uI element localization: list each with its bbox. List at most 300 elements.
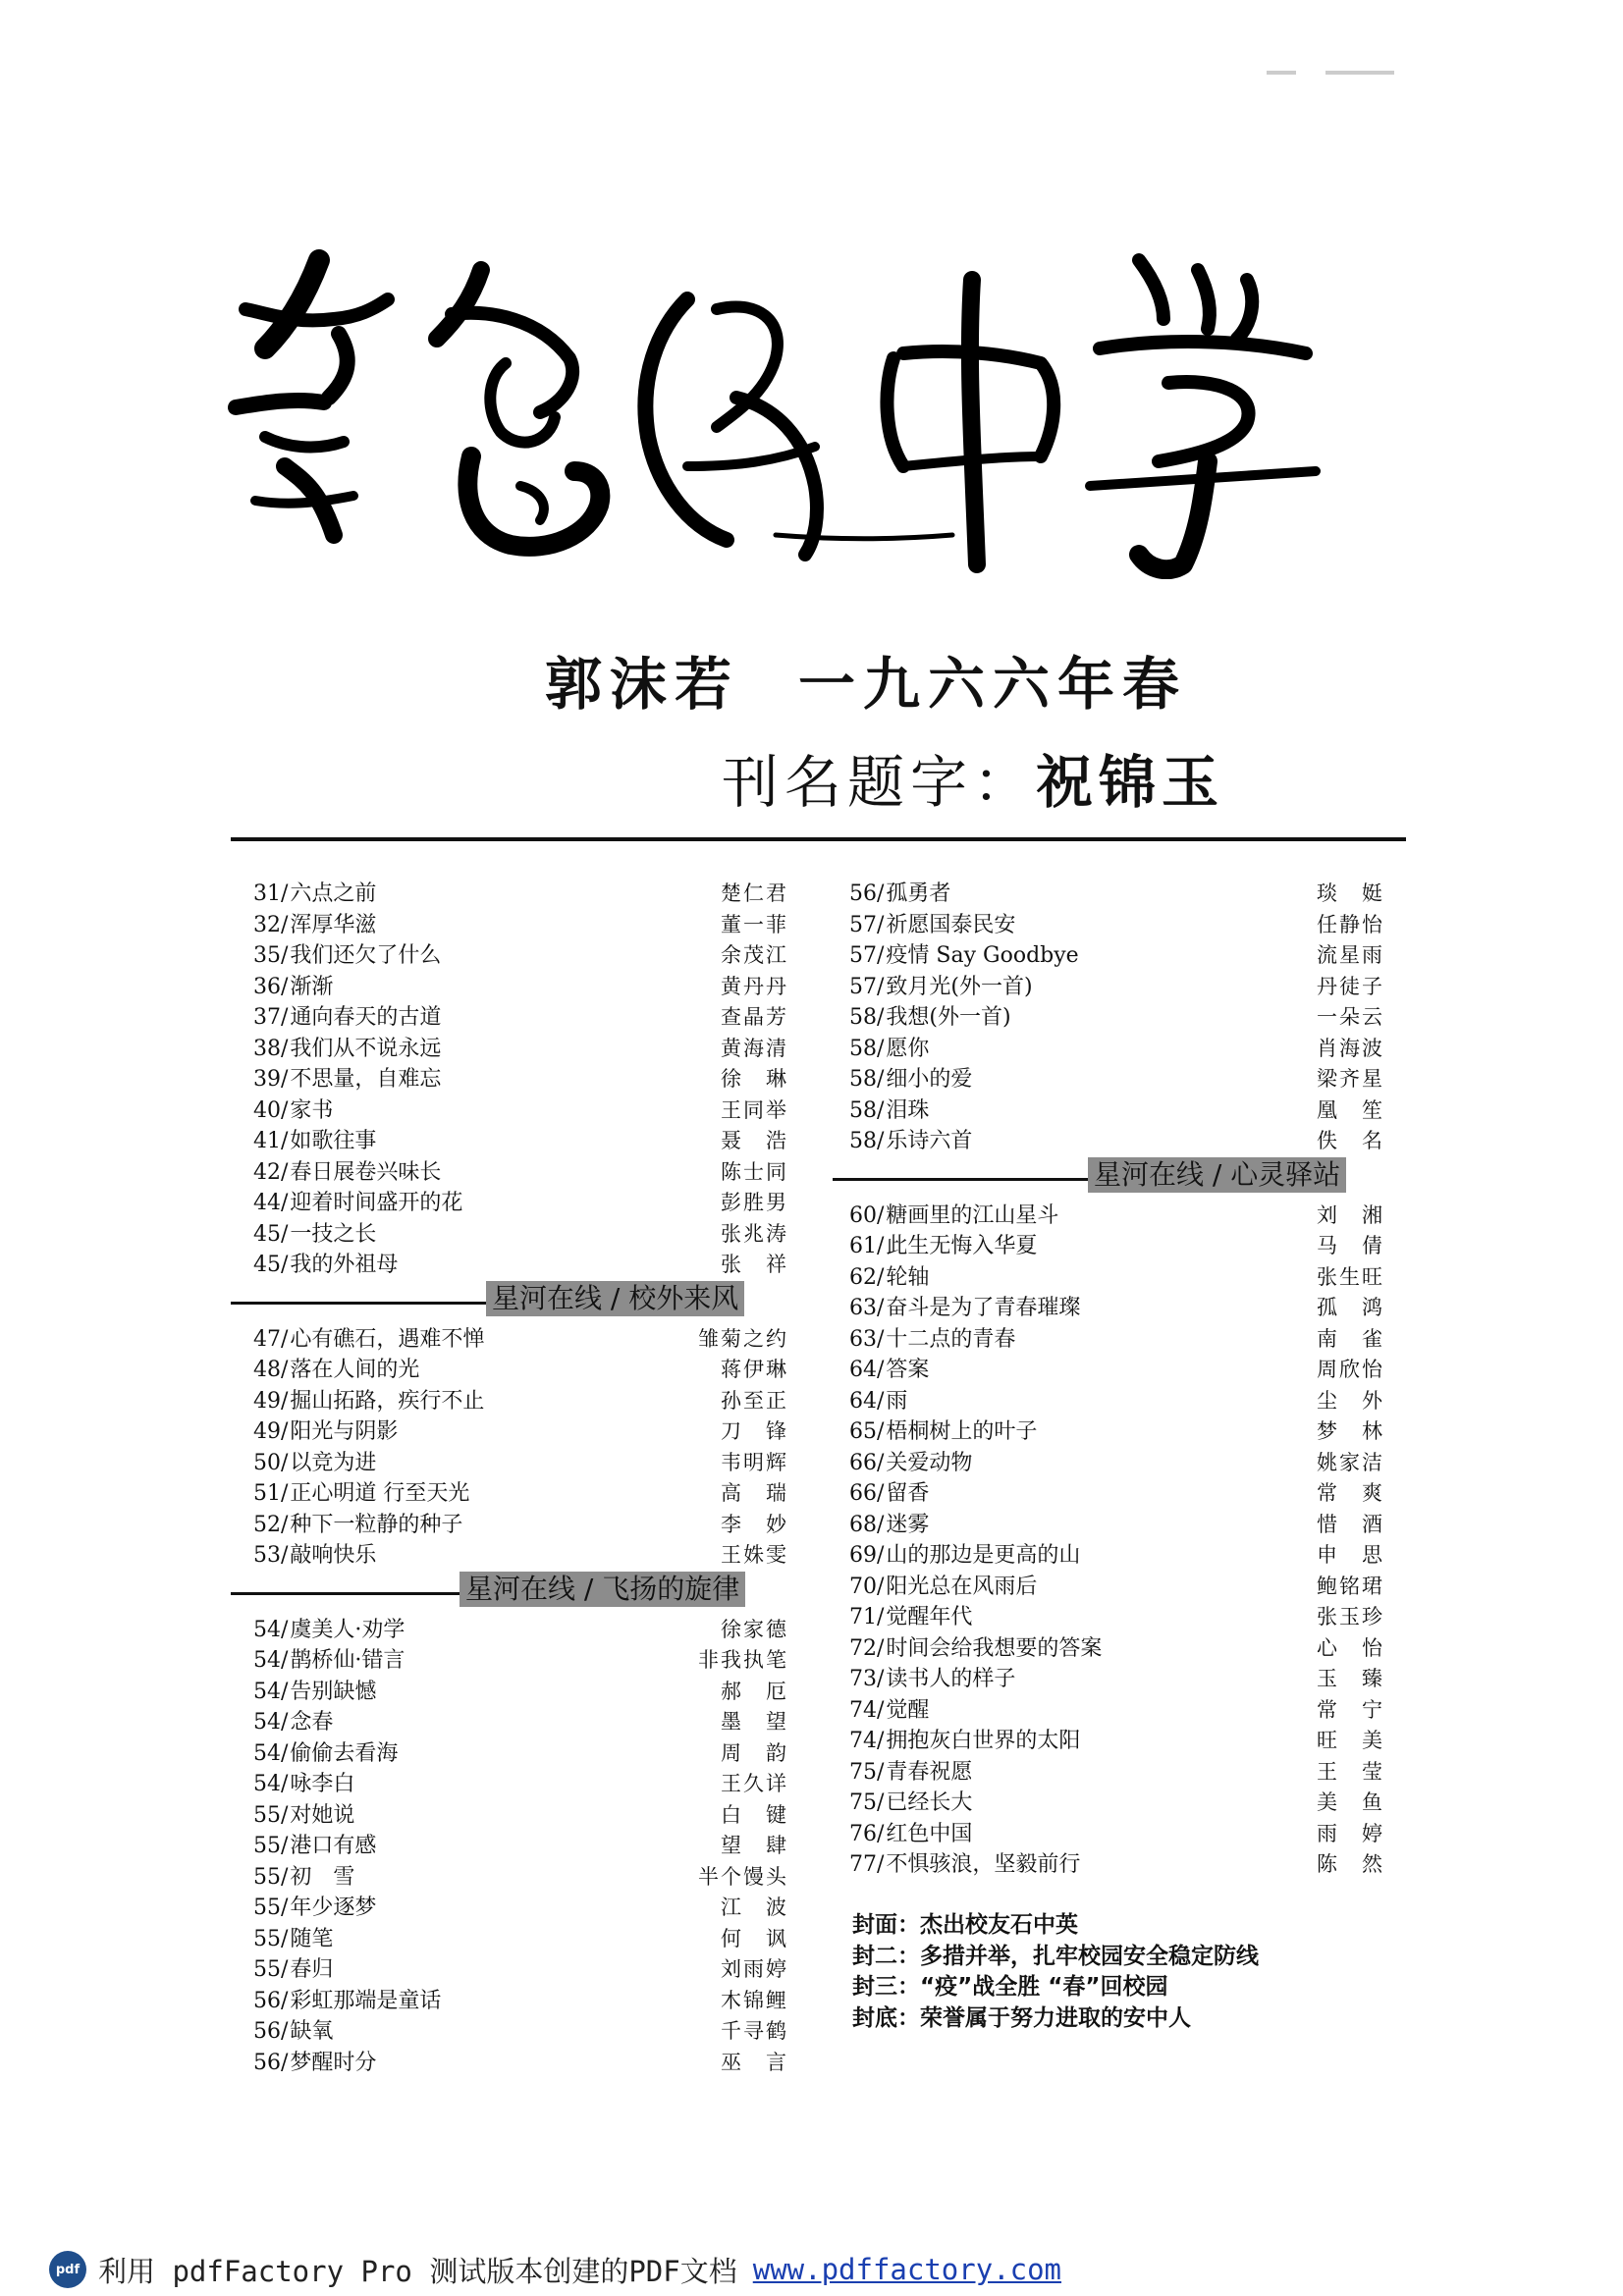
toc-entry-title — [253, 1538, 376, 1569]
toc-entry — [849, 1508, 1384, 1539]
toc-entry-title — [253, 938, 441, 969]
toc-entry-title — [849, 1000, 1011, 1031]
toc-page-number: 45/ — [253, 1221, 289, 1247]
toc-entry-title — [849, 1693, 929, 1724]
toc-entry — [253, 1248, 788, 1279]
toc-entry-title — [849, 938, 1079, 969]
toc-page-number: 39/ — [253, 1067, 289, 1092]
toc-title-text: 鹊桥仙·错言 — [290, 1648, 406, 1673]
toc-entry-title — [849, 1446, 972, 1476]
toc-entry — [849, 1229, 1384, 1260]
toc-entry-title — [849, 1229, 1037, 1259]
toc-entry — [849, 1032, 1384, 1063]
toc-entry-author: 彭胜男 — [721, 1191, 788, 1214]
toc-page-number: 49/ — [253, 1388, 289, 1414]
toc-entry-author: 韦明辉 — [721, 1450, 788, 1474]
toc-entry-author: 梁齐星 — [1317, 1067, 1384, 1091]
toc-title-text: 我们还欠了什么 — [290, 943, 442, 968]
toc-entry — [253, 1952, 788, 1984]
toc-title-text: 奋斗是为了青春璀璨 — [886, 1296, 1081, 1320]
toc-entry — [253, 1186, 788, 1217]
toc-entry-title — [253, 1736, 398, 1767]
toc-title-text: 山的那边是更高的山 — [886, 1543, 1081, 1568]
toc-entry — [849, 908, 1384, 939]
toc-page-number: 62/ — [849, 1264, 885, 1290]
toc-title-text: 通向春天的古道 — [290, 1005, 442, 1030]
toc-entry-author: 高 瑞 — [721, 1481, 788, 1505]
toc-title-text: 拥抱灰白世界的太阳 — [886, 1729, 1081, 1753]
toc-entry — [849, 1693, 1384, 1725]
toc-entry-author: 任静怡 — [1317, 912, 1384, 936]
section-rule — [833, 1178, 1093, 1181]
toc-page-number: 41/ — [253, 1129, 289, 1153]
toc-page-number: 54/ — [253, 1617, 289, 1642]
toc-page-number: 37/ — [253, 1005, 289, 1030]
toc-title-text: 缺氧 — [290, 2019, 334, 2044]
toc-entry-title — [253, 1094, 333, 1124]
toc-entry — [849, 1538, 1384, 1570]
toc-entry-author: 徐 琳 — [721, 1067, 788, 1091]
toc-entry-author: 蒋伊琳 — [721, 1358, 788, 1381]
toc-title-text: 时间会给我想要的答案 — [886, 1635, 1103, 1661]
toc-title-text: 十二点的青春 — [886, 1326, 1016, 1352]
toc-page-number: 55/ — [253, 1896, 289, 1920]
toc-entry-title — [253, 1248, 398, 1278]
toc-entry — [253, 1922, 788, 1953]
toc-page-number: 54/ — [253, 1740, 289, 1766]
toc-entry — [253, 1891, 788, 1922]
toc-entry — [253, 1446, 788, 1477]
toc-page-number: 36/ — [253, 974, 289, 999]
calligraphy-credit — [545, 638, 1187, 721]
toc-entry-author: 徐家德 — [721, 1617, 788, 1641]
toc-entry — [849, 1000, 1384, 1032]
scan-mark — [1325, 71, 1394, 75]
toc-entry-author: 王姝雯 — [721, 1543, 788, 1567]
toc-entry-author: 肖海波 — [1317, 1036, 1384, 1060]
toc-title-text: 彩虹那端是童话 — [290, 1988, 442, 2013]
toc-entry — [849, 1322, 1384, 1354]
toc-entry-author: 黄丹丹 — [721, 974, 788, 998]
toc-page-number: 54/ — [253, 1772, 289, 1796]
masthead-calligraphy — [226, 240, 1325, 579]
toc-entry-title — [253, 1675, 376, 1705]
toc-entry-author: 周 韵 — [721, 1740, 788, 1765]
toc-entry-author: 郝 厄 — [721, 1679, 788, 1703]
toc-group — [253, 1613, 788, 2077]
toc-page-number: 63/ — [849, 1296, 885, 1320]
toc-entry — [849, 1124, 1384, 1155]
toc-title-text: 家书 — [290, 1097, 334, 1123]
toc-page-number: 69/ — [849, 1543, 885, 1568]
footer-link[interactable]: www.pdffactory.com — [752, 2253, 1062, 2286]
toc-entry-title — [253, 2014, 333, 2045]
toc-title-text: 雨 — [886, 1388, 908, 1414]
toc-entry-author: 王同举 — [721, 1097, 788, 1122]
toc-entry-author: 丹徒子 — [1317, 974, 1384, 998]
toc-entry-author: 玉 臻 — [1317, 1667, 1384, 1690]
toc-entry-author: 旺 美 — [1317, 1729, 1384, 1752]
toc-title-text: 渐渐 — [290, 974, 334, 999]
toc-entry — [253, 1124, 788, 1155]
toc-entry-author: 惜 酒 — [1317, 1512, 1384, 1536]
toc-title-text: 初 雪 — [290, 1864, 355, 1890]
toc-page-number: 76/ — [849, 1821, 885, 1846]
toc-title-text: 答案 — [886, 1358, 930, 1382]
toc-entry-author: 流星雨 — [1317, 943, 1384, 967]
toc-page-number: 60/ — [849, 1202, 885, 1228]
toc-page-number: 54/ — [253, 1679, 289, 1704]
toc-entry — [253, 877, 788, 908]
toc-page-number: 58/ — [849, 1097, 885, 1123]
toc-entry-author: 楚仁君 — [721, 881, 788, 905]
cover-credit-line: 封面：杰出校友石中英 — [852, 1912, 1078, 1938]
toc-page-number: 58/ — [849, 1129, 885, 1153]
toc-entry-author: 张兆涛 — [721, 1221, 788, 1246]
toc-page-number: 75/ — [849, 1790, 885, 1815]
toc-entry — [849, 1786, 1384, 1817]
toc-entry-author: 一朵云 — [1317, 1005, 1384, 1029]
toc-entry-title — [253, 1829, 376, 1859]
toc-title-text: 种下一粒静的种子 — [290, 1512, 463, 1537]
toc-entry-author: 望 肆 — [721, 1834, 788, 1857]
toc-page-number: 77/ — [849, 1852, 885, 1877]
toc-page-number: 55/ — [253, 1926, 289, 1951]
toc-entry-author: 墨 望 — [721, 1710, 788, 1734]
toc-entry-title — [849, 1600, 972, 1630]
toc-page-number: 53/ — [253, 1543, 289, 1568]
toc-title-text: 我想(外一首) — [886, 1005, 1011, 1030]
pdf-watermark-footer — [49, 2248, 1061, 2291]
toc-entry-title — [253, 1798, 354, 1829]
toc-entry-title — [849, 1062, 972, 1093]
toc-page-number: 68/ — [849, 1512, 885, 1537]
cover-credit-line: 封三：“疫”战全胜 “春”回校园 — [852, 1974, 1168, 2000]
toc-page-number: 66/ — [849, 1481, 885, 1506]
toc-entry — [849, 970, 1384, 1001]
toc-page-number: 73/ — [849, 1667, 885, 1691]
toc-page-number: 63/ — [849, 1326, 885, 1352]
toc-entry-title — [253, 1860, 354, 1891]
toc-title-text: 港口有感 — [290, 1834, 377, 1858]
toc-entry — [253, 1217, 788, 1249]
footer-text: 利用 pdfFactory Pro 测试版本创建的PDF文档 — [98, 2254, 737, 2288]
scan-mark — [1267, 71, 1296, 75]
toc-page-number: 55/ — [253, 1864, 289, 1890]
toc-left-column — [253, 877, 788, 2076]
toc-entry-title — [849, 1384, 907, 1415]
toc-page-number: 45/ — [253, 1253, 289, 1277]
toc-entry-title — [253, 1984, 441, 2014]
toc-title-text: 留香 — [886, 1481, 930, 1506]
toc-entry — [849, 938, 1384, 970]
toc-title-text: 读书人的样子 — [886, 1667, 1016, 1691]
toc-page-number: 48/ — [253, 1358, 289, 1382]
toc-page-number: 57/ — [849, 943, 885, 968]
toc-title-text: 掘山拓路，疾行不止 — [290, 1388, 485, 1414]
toc-title-text: 心有礁石，遇难不惮 — [290, 1326, 485, 1352]
toc-entry-author: 刀 锋 — [721, 1419, 788, 1443]
toc-title-text: 迷雾 — [886, 1512, 930, 1537]
toc-entry-title — [849, 908, 1015, 938]
toc-entry-title — [253, 1508, 462, 1538]
credit-author: 郭沫若 — [545, 651, 740, 718]
toc-page-number: 58/ — [849, 1067, 885, 1092]
toc-entry — [253, 2014, 788, 2046]
toc-entry-author: 雨 婷 — [1317, 1821, 1384, 1845]
toc-entry-title — [849, 877, 950, 907]
toc-entry — [849, 1353, 1384, 1384]
toc-entry-title — [253, 1124, 376, 1154]
toc-entry — [253, 1675, 788, 1706]
toc-title-text: 此生无悔入华夏 — [886, 1234, 1038, 1258]
toc-entry-author: 孙至正 — [721, 1388, 788, 1413]
toc-entry-author: 木锦鲤 — [721, 1988, 788, 2012]
toc-entry-author: 申 思 — [1317, 1543, 1384, 1567]
header-divider — [231, 837, 1406, 841]
toc-entry-title — [849, 1199, 1058, 1229]
toc-group — [253, 877, 788, 1279]
toc-entry-title — [849, 1786, 972, 1816]
toc-entry — [849, 1384, 1384, 1415]
toc-entry-author: 美 鱼 — [1317, 1790, 1384, 1814]
cover-credit-line: 封底：荣誉属于努力进取的安中人 — [852, 2004, 1191, 2031]
toc-entry-author: 鲍铭珺 — [1317, 1574, 1384, 1598]
toc-entry-title — [253, 1891, 376, 1921]
toc-title-text: 觉醒年代 — [886, 1605, 973, 1629]
toc-entry — [253, 1155, 788, 1187]
toc-entry — [849, 1817, 1384, 1848]
toc-entry-title — [849, 1817, 972, 1847]
toc-entry-author: 常 爽 — [1317, 1481, 1384, 1505]
toc-title-text: 浑厚华滋 — [290, 912, 377, 937]
pdffactory-logo-icon: pdf — [49, 2251, 86, 2288]
toc-page-number: 57/ — [849, 912, 885, 937]
toc-page-number: 61/ — [849, 1234, 885, 1258]
toc-entry-title — [849, 1032, 929, 1062]
section-header — [253, 1572, 788, 1607]
section-header — [849, 1157, 1384, 1193]
toc-title-text: 告别缺憾 — [290, 1679, 377, 1704]
toc-entry — [849, 1199, 1384, 1230]
toc-title-text: 不思量，自难忘 — [290, 1067, 442, 1092]
toc-page-number: 70/ — [849, 1574, 885, 1599]
toc-title-text: 以竞为进 — [290, 1450, 377, 1475]
toc-entry — [253, 1094, 788, 1125]
toc-title-text: 孤勇者 — [886, 881, 951, 906]
toc-title-text: 致月光(外一首) — [886, 974, 1033, 999]
toc-entry-title — [253, 1767, 354, 1797]
toc-entry — [253, 1860, 788, 1892]
toc-entry — [849, 877, 1384, 908]
toc-page-number: 54/ — [253, 1648, 289, 1673]
toc-entry-author: 琰 娗 — [1317, 881, 1384, 905]
toc-entry-title — [253, 908, 376, 938]
toc-title-text: 敲响快乐 — [290, 1543, 377, 1568]
toc-entry-title — [849, 970, 1033, 1000]
toc-right-column — [849, 877, 1384, 1879]
toc-entry-author: 陈 然 — [1317, 1852, 1384, 1876]
toc-title-text: 六点之前 — [290, 881, 377, 906]
toc-entry-author: 千寻鹤 — [721, 2019, 788, 2043]
toc-entry-title — [253, 877, 376, 907]
titling-label: 刊名题字： — [722, 749, 1037, 816]
section-rule — [231, 1592, 466, 1595]
toc-entry — [253, 1476, 788, 1508]
toc-entry — [253, 1767, 788, 1798]
toc-entry-author: 查晶芳 — [721, 1005, 788, 1029]
toc-title-text: 糖画里的江山星斗 — [886, 1202, 1059, 1228]
toc-entry-title — [849, 1631, 1102, 1662]
toc-page-number: 57/ — [849, 974, 885, 999]
toc-title-text: 年少逐梦 — [290, 1896, 377, 1920]
cover-credit-line: 封二：多措并举，扎牢校园安全稳定防线 — [852, 1943, 1259, 1969]
section-label: 星河在线 / 飞扬的旋律 — [460, 1572, 745, 1607]
toc-entry-title — [253, 1705, 333, 1735]
toc-title-text: 红色中国 — [886, 1821, 973, 1846]
toc-page-number: 31/ — [253, 881, 289, 906]
toc-entry-author: 聂 浩 — [721, 1129, 788, 1152]
toc-entry-title — [253, 1613, 405, 1643]
toc-entry — [253, 1508, 788, 1539]
toc-entry-author: 周欣怡 — [1317, 1358, 1384, 1381]
toc-entry — [849, 1631, 1384, 1663]
toc-entry-title — [849, 1094, 929, 1124]
toc-entry — [849, 1415, 1384, 1446]
toc-entry-author: 陈士同 — [721, 1159, 788, 1184]
toc-title-text: 阳光与阴影 — [290, 1419, 399, 1444]
toc-page-number: 65/ — [849, 1419, 885, 1444]
toc-title-text: 咏李白 — [290, 1772, 355, 1796]
toc-page-number: 32/ — [253, 912, 289, 937]
toc-entry-title — [849, 1476, 929, 1507]
toc-entry-title — [253, 1952, 333, 1983]
toc-entry-author: 张生旺 — [1317, 1264, 1384, 1289]
toc-entry — [849, 1755, 1384, 1787]
toc-page-number: 64/ — [849, 1358, 885, 1382]
toc-title-text: 不惧骇浪，坚毅前行 — [886, 1852, 1081, 1877]
toc-page-number: 56/ — [849, 881, 885, 906]
toc-entry-title — [253, 1643, 405, 1674]
toc-entry-author: 凰 笙 — [1317, 1097, 1384, 1122]
toc-entry-title — [253, 1186, 462, 1216]
toc-entry-title — [253, 1446, 376, 1476]
toc-title-text: 对她说 — [290, 1802, 355, 1828]
toc-title-text: 愿你 — [886, 1036, 930, 1061]
toc-page-number: 51/ — [253, 1481, 289, 1506]
toc-title-text: 细小的爱 — [886, 1067, 973, 1092]
titling-name: 祝锦玉 — [1036, 749, 1225, 816]
toc-page-number: 47/ — [253, 1326, 289, 1352]
toc-entry — [253, 1538, 788, 1570]
toc-entry-title — [849, 1322, 1015, 1353]
cover-credits — [852, 1910, 1259, 2034]
toc-entry-author: 南 雀 — [1317, 1326, 1384, 1351]
toc-entry-author: 张 祥 — [721, 1253, 788, 1276]
toc-title-text: 梧桐树上的叶子 — [886, 1419, 1038, 1444]
toc-entry-title — [253, 1415, 398, 1445]
toc-entry-title — [849, 1538, 1080, 1569]
toc-entry — [253, 1798, 788, 1830]
toc-entry-title — [849, 1124, 972, 1154]
toc-title-text: 春归 — [290, 1957, 334, 1982]
toc-entry-author: 张玉珍 — [1317, 1605, 1384, 1629]
toc-page-number: 71/ — [849, 1605, 885, 1629]
toc-entry — [253, 970, 788, 1001]
toc-entry-title — [253, 1155, 441, 1186]
toc-entry-author: 李 妙 — [721, 1512, 788, 1536]
toc-entry-title — [253, 1000, 441, 1031]
toc-entry — [849, 1570, 1384, 1601]
toc-entry-title — [849, 1662, 1015, 1692]
toc-entry-author: 刘 湘 — [1317, 1202, 1384, 1227]
toc-entry — [849, 1847, 1384, 1879]
toc-entry-author: 何 讽 — [721, 1926, 788, 1950]
section-header — [253, 1281, 788, 1316]
toc-title-text: 泪珠 — [886, 1097, 930, 1123]
toc-entry-author: 佚 名 — [1317, 1129, 1384, 1152]
toc-entry-author: 江 波 — [721, 1896, 788, 1919]
toc-page-number: 55/ — [253, 1834, 289, 1858]
toc-title-text: 我的外祖母 — [290, 1253, 399, 1277]
toc-title-text: 觉醒 — [886, 1697, 930, 1723]
toc-title-text: 乐诗六首 — [886, 1129, 973, 1153]
toc-entry — [849, 1662, 1384, 1693]
toc-group — [253, 1322, 788, 1570]
section-label: 星河在线 / 心灵驿站 — [1088, 1157, 1346, 1193]
toc-title-text: 祈愿国泰民安 — [886, 912, 1016, 937]
toc-page-number: 56/ — [253, 2050, 289, 2075]
toc-title-text: 轮轴 — [886, 1264, 930, 1290]
toc-entry-author: 黄海清 — [721, 1036, 788, 1060]
credit-date: 一九六六年春 — [798, 651, 1188, 718]
toc-title-text: 落在人间的光 — [290, 1358, 420, 1382]
toc-entry-author: 梦 林 — [1317, 1419, 1384, 1443]
toc-title-text: 青春祝愿 — [886, 1759, 973, 1785]
toc-title-text: 偷偷去看海 — [290, 1740, 399, 1766]
toc-page-number: 56/ — [253, 2019, 289, 2044]
toc-entry — [849, 1600, 1384, 1631]
toc-entry-title — [253, 1322, 484, 1353]
toc-title-text: 虞美人·劝学 — [290, 1617, 406, 1642]
toc-entry — [253, 1415, 788, 1446]
toc-page-number: 42/ — [253, 1159, 289, 1185]
toc-title-text: 阳光总在风雨后 — [886, 1574, 1038, 1599]
toc-entry-title — [253, 1353, 419, 1383]
toc-entry-author: 巫 言 — [721, 2050, 788, 2074]
toc-page-number: 56/ — [253, 1988, 289, 2013]
toc-entry-author: 半个馒头 — [698, 1864, 788, 1889]
toc-title-text: 正心明道 行至天光 — [290, 1481, 470, 1506]
title-inscription — [722, 736, 1224, 819]
toc-page-number: 44/ — [253, 1191, 289, 1215]
toc-page-number: 55/ — [253, 1957, 289, 1982]
toc-entry — [849, 1724, 1384, 1755]
calligraphy-logo-image — [226, 240, 1325, 579]
toc-page-number: 72/ — [849, 1635, 885, 1661]
toc-entry-author: 白 键 — [721, 1802, 788, 1827]
toc-entry — [849, 1094, 1384, 1125]
toc-entry — [253, 1829, 788, 1860]
toc-entry-title — [253, 1384, 484, 1415]
section-label: 星河在线 / 校外来风 — [486, 1281, 744, 1316]
toc-page-number: 54/ — [253, 1710, 289, 1735]
toc-entry-author: 雏菊之约 — [698, 1326, 788, 1351]
toc-title-text: 如歌往事 — [290, 1129, 377, 1153]
toc-page-number: 55/ — [253, 1802, 289, 1828]
toc-entry-title — [849, 1755, 972, 1786]
toc-entry-author: 马 倩 — [1317, 1234, 1384, 1257]
